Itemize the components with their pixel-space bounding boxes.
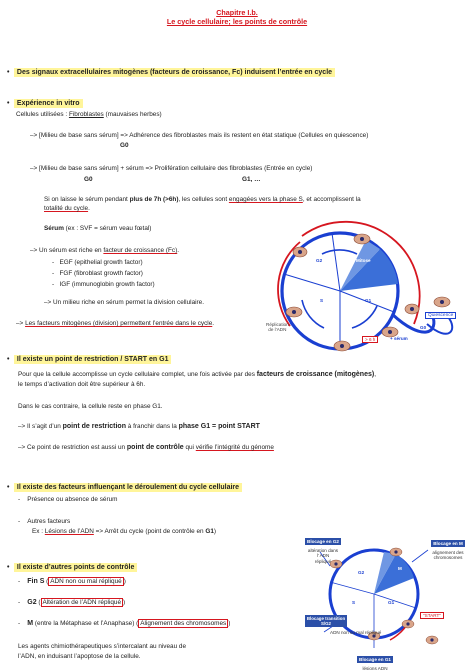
line-b: –> [Milieu de base sans sérum] + sérum => Prolifération cellulaire des fibroblastes (Entrée en cycle) xyxy=(30,165,313,172)
cells-line: Cellules utilisées : Fibroblastes (mauvaises herbes) xyxy=(16,111,162,118)
bullet: • xyxy=(7,100,10,107)
serum-def: Sérum (ex : SVF = sérum veau fœtal) xyxy=(44,225,152,232)
section-2-heading: Expérience in vitro xyxy=(14,99,83,108)
bullet: • xyxy=(7,564,10,571)
section-3 xyxy=(7,348,171,366)
blocage-m: Blocage en M alignement des chromosomes xyxy=(432,541,464,561)
riche-line: –> Un sérum est riche en facteur de croissance (Fc). xyxy=(30,247,180,254)
section-3-heading: Il existe un point de restriction / START en G1 xyxy=(14,355,172,364)
g1b-label: G1, … xyxy=(242,176,261,183)
chapter-subtitle: Le cycle cellulaire; les points de contrôle xyxy=(166,17,308,26)
s3-p2: Dans le cas contraire, la cellule reste en phase G1. xyxy=(18,403,163,410)
bullet: • xyxy=(7,69,10,76)
d1-g1-label: G1 xyxy=(365,298,372,303)
start-box: "START" xyxy=(420,612,444,619)
section-4 xyxy=(7,476,242,494)
serum-line-1: Si on laisse le sérum pendant plus de 7h (>6h), les cellules sont engagées vers la phase S, et accomplissent la xyxy=(44,196,361,203)
g0-label: G0 xyxy=(120,142,129,149)
fgf-item: - FGF (fibroblast growth factor) xyxy=(52,270,143,277)
replication-label: Réplication de l’ADN xyxy=(266,322,289,333)
s5-p1: Les agents chimiothérapeutiques s’intercalant au niveau de xyxy=(18,643,187,650)
s3-p1: Pour que la cellule accomplisse un cycle cellulaire complet, une fois activée par des facteurs de croissance (mitogènes), xyxy=(18,371,376,378)
s4-item-2: - Autres facteurs xyxy=(18,518,71,525)
line-a: –> [Milieu de base sans sérum] => Adhérence des fibroblastes mais ils restent en état statique (Cellules en quiescence) xyxy=(30,132,369,139)
bullet: • xyxy=(7,484,10,491)
s3-p4: –> Ce point de restriction est aussi un point de contrôle qui vérifie l’intégrité du génome xyxy=(18,444,274,451)
s4-item-1: - Présence ou absence de sérum xyxy=(18,496,118,503)
blocage-s-g2: Blocage transition S/G2 xyxy=(306,616,346,626)
d2-m-label: M xyxy=(398,566,402,571)
serum-line-2: totalité du cycle. xyxy=(44,205,90,212)
section-5-heading: Il existe d’autres points de contrôle xyxy=(14,563,137,572)
s5-item-3: - M (entre la Métaphase et l’Anaphase) ( Alignement des chromosomes ) xyxy=(18,620,231,627)
s4-item-3: Ex : Lésions de l’ADN => Arrêt du cycle (point de contrôle en G1) xyxy=(32,528,217,535)
milieu-line: –> Un milieu riche en sérum permet la division cellulaire. xyxy=(44,299,205,306)
d2-g2-label: G2 xyxy=(358,570,365,575)
s3-p3: –> Il s’agit d’un point de restriction à franchir dans la phase G1 = point START xyxy=(18,423,260,430)
section-1-heading: Des signaux extracellulaires mitogènes (facteurs de croissance, Fc) induisent l’entrée en cycle xyxy=(14,68,335,77)
s5-item-2: - G2 ( Altération de l’ADN répliqué ) xyxy=(18,599,126,606)
blocage-g2: Blocage en G2 altération dans l’ ADN répliqué xyxy=(307,539,339,564)
gt6h-box: > 6 h xyxy=(362,336,378,343)
mitose-label: Mitose xyxy=(356,258,371,263)
s5-item-1: - Fin S ( ADN non ou mal répliqué ) xyxy=(18,578,126,585)
egf-item: - EGF (epithelial growth factor) xyxy=(52,259,143,266)
cell-cycle-diagram xyxy=(262,214,474,368)
section-4-heading: Il existe des facteurs influençant le déroulement du cycle cellulaire xyxy=(14,483,242,492)
s3-p1-cont: le temps d’activation doit être supérieur à 6h. xyxy=(18,381,146,388)
d2-s-label: S xyxy=(352,600,356,605)
fibroblastes: Fibroblastes xyxy=(68,111,104,118)
d1-g0-label: G0 xyxy=(420,325,427,330)
section-2 xyxy=(7,92,83,110)
igf-item: - IGF (immunoglobin growth factor) xyxy=(52,281,155,288)
section-1 xyxy=(7,61,335,79)
chapter-title: Chapitre I.b. xyxy=(216,8,258,17)
s5-p2: l’ADN, en induisant l’apoptose de la cellule. xyxy=(18,653,141,660)
mitogene-line: –> Les facteurs mitogènes (division) permettent l’entrée dans le cycle. xyxy=(16,320,215,327)
bullet: • xyxy=(7,356,10,363)
serum-label: + sérum xyxy=(390,336,408,341)
section-5 xyxy=(7,556,137,574)
g0b-label: G0 xyxy=(84,176,93,183)
d1-s-label: S xyxy=(320,298,324,303)
blocage-s-g2-sub: ADN non ou mal répliqué xyxy=(330,630,382,635)
blocage-g1: Blocage en G1 lésions ADN xyxy=(359,657,391,671)
d1-g2-label: G2 xyxy=(316,258,323,263)
quiescence-box: Quiescence xyxy=(425,312,456,319)
d2-g1-label: G1 xyxy=(388,600,395,605)
